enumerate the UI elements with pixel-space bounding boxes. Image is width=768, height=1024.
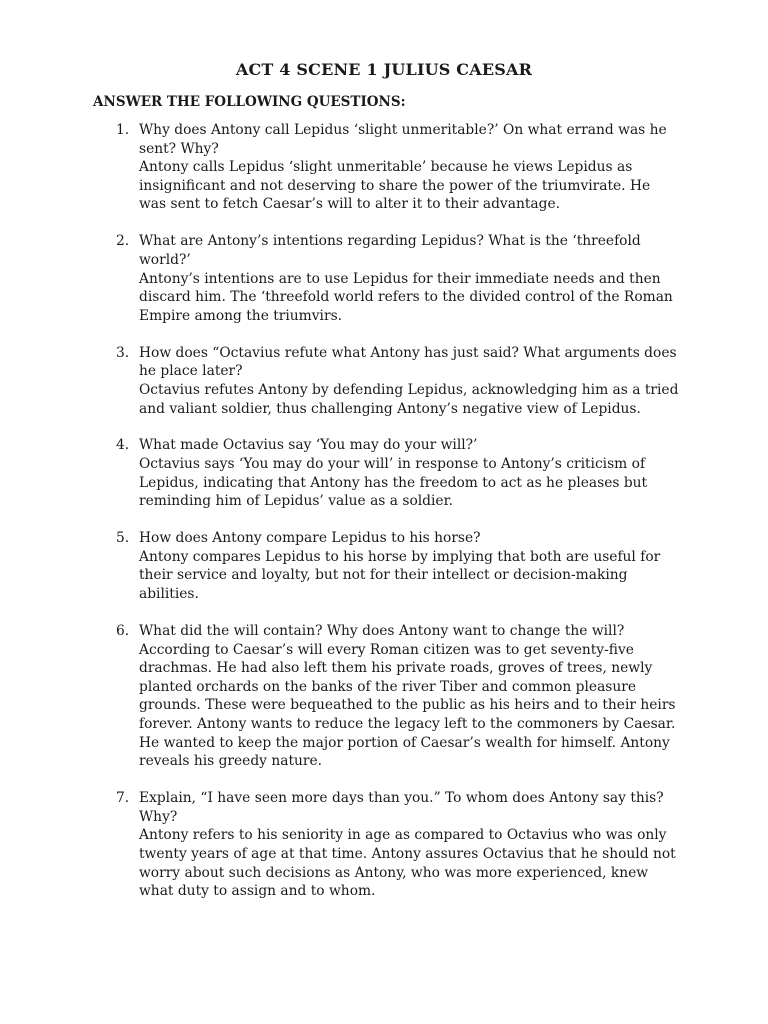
question-item-3: [0, 344, 768, 418]
answer-text: Octavius refutes Antony by defending Lepidus, acknowledging him as a tried and valiant soldier, thus challenging Antony’s negative view of Lepidus.: [139, 381, 679, 417]
page-title: ACT 4 SCENE 1 JULIUS CAESAR: [235, 60, 533, 79]
question-text: How does “Octavius refute what Antony has just said? What arguments does he place later?: [139, 344, 677, 380]
question-number: 2.: [116, 233, 130, 250]
question-text: What did the will contain? Why does Antony want to change the will?: [139, 623, 625, 640]
answer-text: Octavius says ‘You may do your will’ in response to Antony’s criticism of Lepidus, indicating that Antony has the freedom to act as he pleases but reminding him of Lepidus’ value as a soldier.: [139, 456, 648, 510]
answer-text: Antony calls Lepidus ‘slight unmeritable’ because he views Lepidus as insignificant and not deserving to share the power of the triumvirate. He was sent to fetch Caesar’s will to alter it to their advantage.: [139, 159, 651, 213]
question-item-7: [0, 789, 768, 901]
answer-text: Antony refers to his seniority in age as compared to Octavius who was only twenty years of age at that time. Antony assures Octavius that he should not worry about such decisions as Antony, who was more experienced, knew what duty to assign and to whom.: [139, 827, 676, 900]
question-number: 1.: [116, 122, 130, 138]
instruction-heading: ANSWER THE FOLLOWING QUESTIONS:: [93, 94, 406, 110]
question-text: What are Antony’s intentions regarding Lepidus? What is the ‘threefold world?’: [139, 233, 641, 268]
answer-text: According to Caesar’s will every Roman citizen was to get seventy-five drachmas. He had also left them his private roads, groves of trees, newly planted orchards on the banks of the river Tiber and common pleasure grounds. These were bequeathed to the public as his heirs and to their heirs forever. Antony wants to reduce the legacy left to the commoners by Caesar. He wanted to keep the major portion of Caesar’s wealth for himself. Antony reveals his greedy nature.: [139, 641, 676, 770]
question-number: 6.: [116, 623, 130, 640]
question-item-1: [0, 121, 768, 214]
question-text: Why does Antony call Lepidus ‘slight unmeritable?’ On what errand was he sent? Why?: [139, 122, 667, 157]
question-text: How does Antony compare Lepidus to his horse?: [139, 530, 481, 547]
question-number: 3.: [116, 344, 130, 361]
question-item-4: [0, 436, 768, 510]
answer-text: Antony compares Lepidus to his horse by implying that both are useful for their service and loyalty, but not for their intellect or decision-making abilities.: [139, 548, 661, 603]
question-text: Explain, “I have seen more days than you.” To whom does Antony say this? Why?: [139, 790, 664, 825]
question-item-5: [0, 529, 768, 603]
question-number: 5.: [116, 530, 130, 547]
question-list: [0, 121, 768, 919]
question-text: What made Octavius say ‘You may do your will?’: [139, 437, 478, 454]
question-item-6: [0, 622, 768, 771]
question-item-2: [0, 232, 768, 325]
question-number: 7.: [116, 790, 130, 807]
question-number: 4.: [116, 437, 130, 454]
answer-text: Antony’s intentions are to use Lepidus for their immediate needs and then discard him. The ‘threefold world refers to the divided control of the Roman Empire among the triumvirs.: [139, 270, 673, 324]
